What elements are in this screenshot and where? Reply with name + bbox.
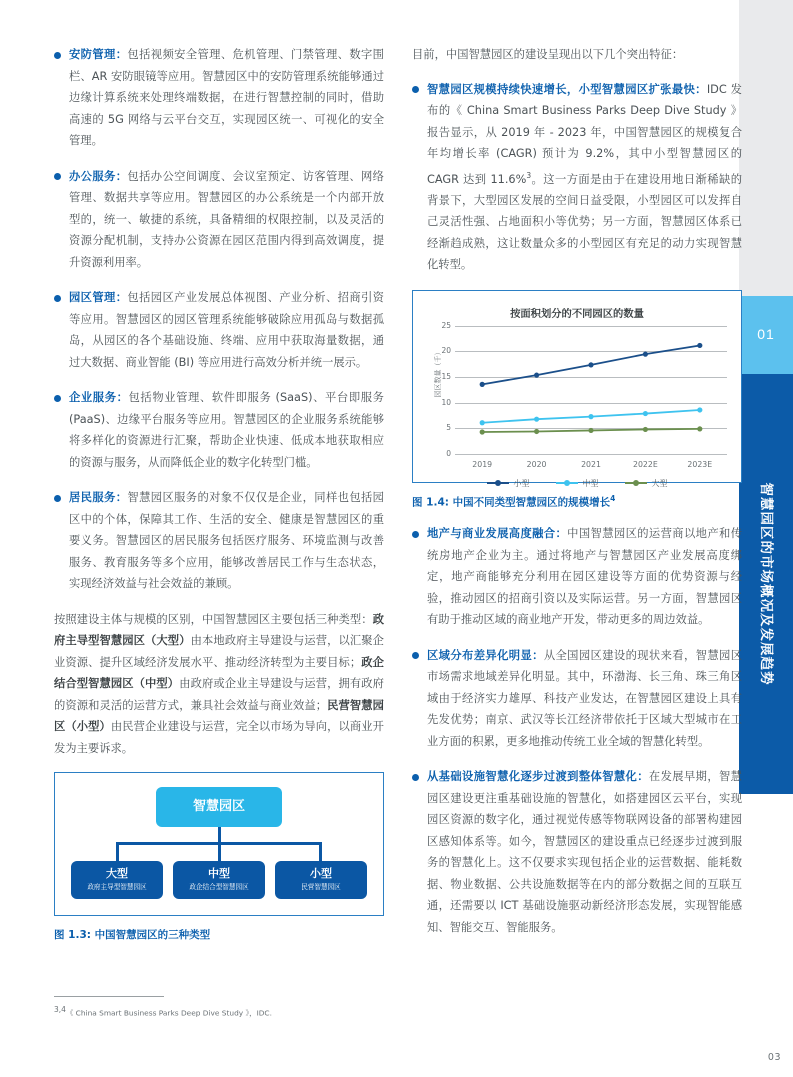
chart-gridline xyxy=(455,454,727,455)
bullet-body: 从全国园区建设的现状来看，智慧园区市场需求地域差异化明显。其中，环渤海、长三角、珠三角区域由于经济实力雄厚、科技产业发达，在智慧园区建设上具有先发优势；南京、武汉等长江经济带依托于区域大型城市在工业方面的积累，更多地推动传统工业全域的智慧化转型。 xyxy=(427,648,742,748)
chart-legend-item[interactable] xyxy=(556,478,599,489)
child-size-label: 大型 xyxy=(106,867,128,880)
connector-line xyxy=(319,842,322,861)
chart-legend xyxy=(421,478,733,489)
bullet-title: 从基础设施智慧化逐步过渡到整体智慧化： xyxy=(427,770,649,784)
diagram-child-node xyxy=(71,861,163,899)
bullet-item xyxy=(54,287,384,373)
right-column xyxy=(412,44,742,952)
legend-marker-icon xyxy=(633,480,639,486)
bullet-item xyxy=(54,44,384,152)
legend-marker-icon xyxy=(564,480,570,486)
chart-x-tick: 2023E xyxy=(687,459,713,469)
bullet-item xyxy=(412,645,742,753)
bullet-body-b: 。这一方面是由于在建设用地日渐稀缺的背景下，大型园区发展的空间日益受限，小型园区可以发挥自己灵活性强、占地面积小等优势；另一方面，智慧园区体系已经渐趋成熟，这让数量众多的小型园区有充足的动力实现智慧化转型。 xyxy=(427,172,742,272)
bullet-item xyxy=(412,523,742,631)
chart-legend-label: 小型 xyxy=(513,478,530,488)
bullet-item xyxy=(54,166,384,274)
child-desc-label: 民营智慧园区 xyxy=(301,883,341,891)
child-desc-label: 政企结合型智慧园区 xyxy=(189,883,249,891)
footnote-block xyxy=(54,996,384,1019)
legend-swatch-icon xyxy=(487,482,509,484)
side-tab-grey xyxy=(739,0,793,296)
type-2-text: 由政府或企业主导建设与运营，拥有政府的资源和灵活的运营方式，兼具社会效益与商业效益； xyxy=(54,677,384,712)
chart-y-tick: 5 xyxy=(446,423,451,433)
type-1-text: 由本地政府主导建设与运营，以汇聚企业资源、提升区域经济发展水平、推动经济转型为主要目标； xyxy=(54,634,384,669)
side-tabs xyxy=(739,0,793,1077)
footnote-marker: 3,4 xyxy=(54,1005,66,1014)
left-column xyxy=(54,44,384,942)
connector-line xyxy=(218,842,221,861)
chart-y-tick: 15 xyxy=(441,371,451,381)
figure-1-4-box xyxy=(412,290,742,488)
figure-1-3-caption: 图 1.3: 中国智慧园区的三种类型 xyxy=(54,929,211,941)
bullet-item xyxy=(412,79,742,276)
bullet-title: 居民服务： xyxy=(69,491,128,504)
bullet-body: 包括园区产业发展总体视图、产业分析、招商引资等应用。智慧园区的园区管理系统能够破除应用孤岛与数据孤岛，从园区的各个基础设施、终端、应用中获取海量数据，通过大数据、商业智能 (BI) 等应用进行高效分析并统一展示。 xyxy=(69,291,384,369)
chapter-title-tab[interactable] xyxy=(739,374,793,794)
type-3-bold: 民营智慧园区（小型） xyxy=(54,698,384,733)
connector-line xyxy=(116,842,119,861)
chart-x-tick: 2020 xyxy=(526,459,547,469)
child-desc-label: 政府主导型智慧园区 xyxy=(87,883,147,891)
bullet-title: 安防管理： xyxy=(69,48,128,61)
chapter-number-tab[interactable] xyxy=(739,296,793,374)
chart-y-tick: 20 xyxy=(441,346,451,356)
chart-y-tick: 0 xyxy=(446,448,451,458)
bullet-item xyxy=(54,487,384,595)
child-size-label: 中型 xyxy=(208,867,230,880)
chart-legend-label: 大型 xyxy=(651,478,668,488)
legend-marker-icon xyxy=(495,480,501,486)
footnote-divider xyxy=(54,996,164,997)
type-2-bold: 政企结合型智慧园区（中型） xyxy=(54,655,384,690)
bullet-body: 包括物业管理、软件即服务 (SaaS)、平台即服务 (PaaS)、边缘平台服务等应用。智慧园区的企业服务系统能够将多样化的资源进行汇聚，帮助企业快速、低成本地获取相应的资源与服务，从而降低企业的数字化转型门槛。 xyxy=(69,391,384,469)
chart-x-tick: 2019 xyxy=(472,459,493,469)
figure-1-4-caption xyxy=(412,494,742,510)
footnote-source: 《 China Smart Business Parks Deep Dive Study 》，IDC. xyxy=(65,1008,272,1018)
legend-swatch-icon xyxy=(625,482,647,484)
chart-legend-label: 中型 xyxy=(582,478,599,488)
types-lead: 按照建设主体与规模的区别，中国智慧园区主要包括三种类型： xyxy=(54,612,373,626)
footnote-text xyxy=(54,1004,384,1019)
figure-1-4-caption-text: 图 1.4: 中国不同类型智慧园区的规模增长 xyxy=(412,496,611,509)
chart-title: 按面积划分的不同园区的数量 xyxy=(510,307,644,320)
chart-y-axis-label: 园区数量（千） xyxy=(434,348,442,398)
bullet-item xyxy=(54,387,384,473)
chart-x-tick: 2021 xyxy=(581,459,601,469)
chart-legend-item[interactable] xyxy=(625,478,668,489)
chart-series-svg xyxy=(455,326,727,454)
bullet-title: 企业服务： xyxy=(69,391,129,404)
chapter-number-label: 01 xyxy=(757,326,775,342)
bullet-body: 中国智慧园区的运营商以地产和传统房地产企业为主。通过将地产与智慧园区产业发展高度绑定，地产商能够充分利用在园区建设等方面的优势资源与经验，推动园区的招商引资以及实际运营。另一方面，智慧园区有助于推动区域的商业地产开发，带动更多的周边效益。 xyxy=(427,527,742,627)
bullet-title: 园区管理： xyxy=(69,291,128,304)
park-types-paragraph xyxy=(54,609,384,760)
child-size-label: 小型 xyxy=(310,867,332,880)
park-types-diagram xyxy=(65,787,373,899)
diagram-root-label: 智慧园区 xyxy=(192,799,245,814)
bullet-body: 在发展早期，智慧园区建设更注重基础设施的智慧化，如搭建园区云平台，实现园区资源的数字化，通过视觉传感等物联网设备的部署构建园区感知体系等。如今，智慧园区的建设重点已经逐步过渡到服务的智慧化上。这不仅要求实现包括企业的运营数据、能耗数据、物业数据、公共设施数据等在内的部分数据之间的互联互通，还需要以 ICT 基础设施驱动新经济形态发展，实现智能感知、智能交互、智能服务。 xyxy=(427,770,742,934)
bullet-title: 地产与商业发展高度融合： xyxy=(427,527,568,541)
chart-x-tick: 2022E xyxy=(633,459,658,469)
chart-canvas xyxy=(441,320,727,469)
chart-y-tick: 25 xyxy=(441,320,451,330)
legend-swatch-icon xyxy=(556,482,578,484)
bullet-body: 包括办公空间调度、会议室预定、访客管理、网络管理、数据共享等应用。智慧园区的办公系统是一个内部开放型的，统一、敏捷的系统，具备精细的权限控制，以及灵活的资源分配机制，支持办公资源在园区范围内得到高效调度，提升资源利用率。 xyxy=(69,169,384,269)
type-3-text: 由民营企业建设与运营，完全以市场为导向，以商业开发为主要诉求。 xyxy=(54,720,384,755)
bullet-title: 办公服务： xyxy=(69,169,128,183)
footnote-ref: 4 xyxy=(610,493,616,503)
diagram-root-node xyxy=(156,787,282,827)
right-lead-paragraph: 目前，中国智慧园区的建设呈现出以下几个突出特征： xyxy=(412,48,684,61)
type-1-bold: 政府主导型智慧园区（大型） xyxy=(54,612,384,647)
bullet-title: 智慧园区规模持续快速增长，小型智慧园区扩张最快： xyxy=(427,82,707,96)
figure-1-3-box xyxy=(54,772,384,916)
chart-legend-item[interactable] xyxy=(487,478,530,489)
diagram-child-node xyxy=(275,861,367,899)
page-number: 03 xyxy=(767,1052,781,1063)
bullet-body: 包括视频安全管理、危机管理、门禁管理、数字围栏、AR 安防眼镜等应用。智慧园区中的安防管理系统能够通过边缘计算系统来处理终端数据，在进行智慧控制的同时，借助高速的 5G 网络与云平台交互，实现园区统一、可视化的安全管理。 xyxy=(69,48,384,147)
chapter-title-label: 智慧园区的市场概况及发展趋势 xyxy=(758,482,774,686)
bullet-title: 区域分布差异化明显： xyxy=(427,648,544,662)
bullet-body: 智慧园区服务的对象不仅仅是企业，同样也包括园区中的个体，保障其工作、生活的安全、健康是智慧园区的重要义务。智慧园区的居民服务包括医疗服务、环境监测与改善服务、教育服务等多个应用，能够改善居民工作与生态状态，实现经济效益与社会效益的兼顾。 xyxy=(69,491,384,590)
chart-plot-area xyxy=(421,320,733,488)
bullet-body-a: IDC 发布的《 China Smart Business Parks Deep Dive Study 》报告显示，从 2019 年 - 2023 年，中国智慧园区的规模复合年均增长率 (CAGR) 预计为 9.2%，其中小型智慧园区的 CAGR 达到 11.6% xyxy=(427,82,742,186)
footnote-ref: 3 xyxy=(526,170,532,180)
diagram-child-node xyxy=(173,861,265,899)
bullet-item xyxy=(412,766,742,938)
chart-y-tick: 10 xyxy=(441,397,451,407)
